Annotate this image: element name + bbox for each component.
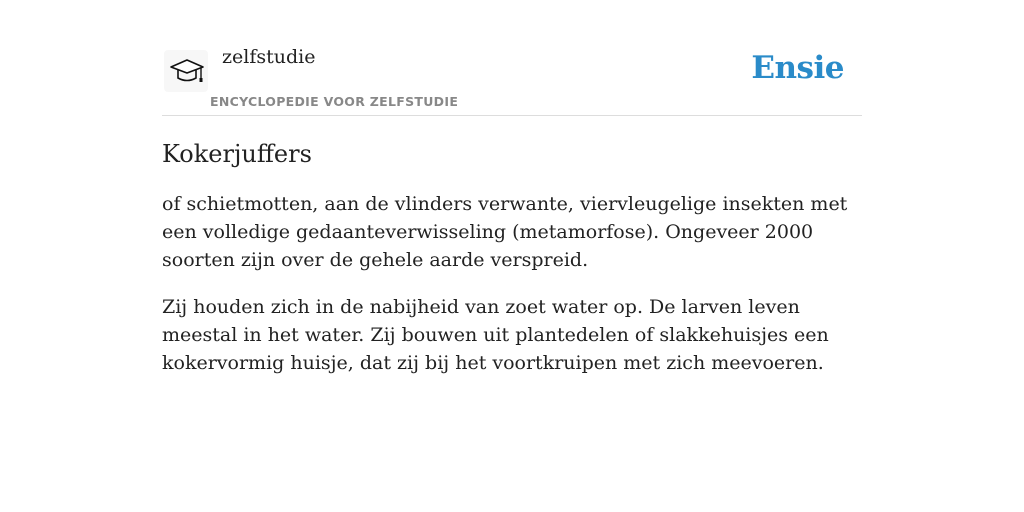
site-header — [162, 0, 862, 116]
site-tagline: ENCYCLOPEDIE VOOR ZELFSTUDIE — [210, 94, 459, 109]
article-body — [162, 190, 864, 396]
site-logo[interactable] — [164, 50, 208, 92]
page-container — [162, 0, 862, 374]
article-title: Kokerjuffers — [162, 140, 312, 168]
article-paragraph: of schietmotten, aan de vlinders verwante, viervleugelige insekten met een volledige gedaanteverwisseling (metamorfose). Ongeveer 2000 soorten zijn over de gehele aarde verspreid. — [162, 193, 848, 271]
article-paragraph: Zij houden zich in de nabijheid van zoet water op. De larven leven meestal in het water. Zij bouwen uit plantedelen of slakkehuisjes een kokervormig huisje, dat zij bij het voortkruipen met zich meevoeren. — [162, 296, 829, 374]
site-name-link[interactable]: zelfstudie — [222, 46, 316, 68]
ensie-brand-link[interactable]: Ensie — [751, 50, 844, 86]
graduation-cap-icon — [168, 58, 206, 86]
